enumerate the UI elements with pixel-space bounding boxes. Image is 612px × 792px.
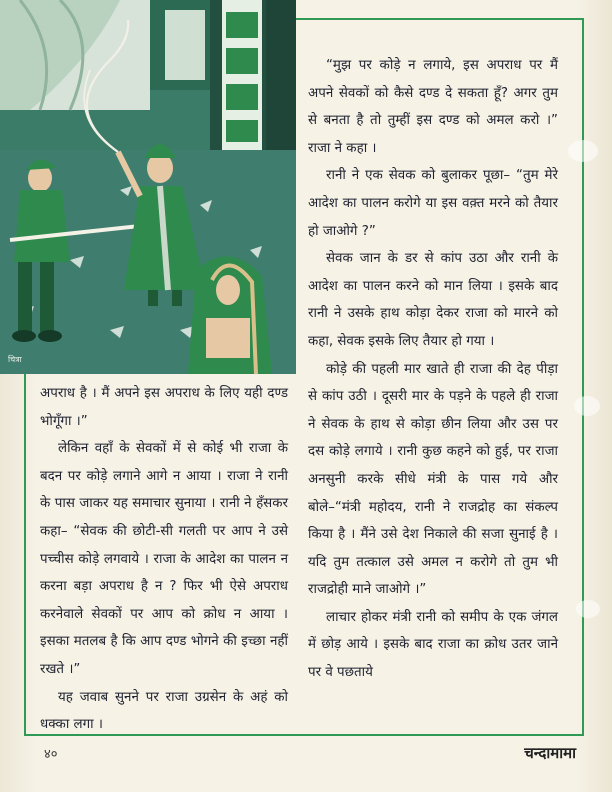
- paragraph: अपराध है । मैं अपने इस अपराध के लिए यही दण्ड भोगूँगा ।”: [40, 386, 288, 429]
- paragraph: यह जवाब सुनने पर राजा उग्रसेन के अहं को धक्का लगा ।: [40, 689, 288, 733]
- paragraph: कोड़े की पहली मार खाते ही राजा की देह पीड़ा से कांप उठी । दूसरी मार के पड़ने के पहले ही राजा ने सेवक के हाथ से कोड़ा छीन लिया और उस पर दस कोड़े लगाये । रानी कुछ कहने को हुई, पर राजा अनसुनी करके सीधे मंत्री के पास गये और बोले–“मंत्री महोदय, रानी ने राजद्रोह का संकल्प किया है । मैंने उसे देश निकाले की सजा सुनाई है । यदि तुम तत्काल उसे अमल न करोगे तो तुम भी राजद्रोही माने जाओगे ।”: [308, 361, 558, 598]
- paper-crease: [576, 600, 600, 618]
- magazine-name: चन्दामामा: [524, 744, 576, 762]
- paper-crease: [574, 396, 600, 416]
- left-text-column: [40, 380, 288, 739]
- paper-crease: [568, 140, 598, 162]
- svg-text:चित्रा: चित्रा: [8, 355, 22, 364]
- page-number: ४०: [44, 747, 58, 762]
- right-text-column: [308, 52, 558, 687]
- story-illustration: [0, 0, 296, 374]
- king-whipping-servant-illustration: [0, 0, 296, 374]
- queen-figure: [188, 256, 272, 374]
- paragraph: लाचार होकर मंत्री रानी को समीप के एक जंगल में छोड़ आये । इसके बाद राजा का क्रोध उतर जाने पर वे पछताये: [308, 609, 558, 681]
- paragraph: लेकिन वहाँ के सेवकों में से कोई भी राजा के बदन पर कोड़े लगाने आगे न आया । राजा ने रानी के पास जाकर यह समाचार सुनाया । रानी ने हँसकर कहा– “सेवक की छोटी-सी गलती पर आप ने उसे पच्चीस कोड़े लगवाये । राजा के आदेश का पालन न करना बड़ा अपराध है न ? फिर भी ऐसे अपराध करनेवाले सेवकों पर आप को क्रोध न आया । इसका मतलब है कि आप दण्ड भोगने की इच्छा नहीं रखते ।”: [40, 441, 288, 677]
- paragraph: “मुझ पर कोड़े न लगाये, इस अपराध पर मैं अपने सेवकों को कैसे दण्ड दे सकता हूँ? अगर तुम से बनता है तो तुम्हीं इस दण्ड को अमल करो ।” राजा ने कहा ।: [308, 58, 558, 156]
- paragraph: रानी ने एक सेवक को बुलाकर पूछा– “तुम मेरे आदेश का पालन करोगे या इस वक़्त मरने को तैयार हो जाओगे ?”: [308, 168, 558, 239]
- paragraph: सेवक जान के डर से कांप उठा और रानी के आदेश का पालन करने को मान लिया । इसके बाद रानी ने उसके हाथ कोड़ा देकर राजा को मारने को कहा, सेवक इसके लिए तैयार हो गया ।: [308, 251, 558, 349]
